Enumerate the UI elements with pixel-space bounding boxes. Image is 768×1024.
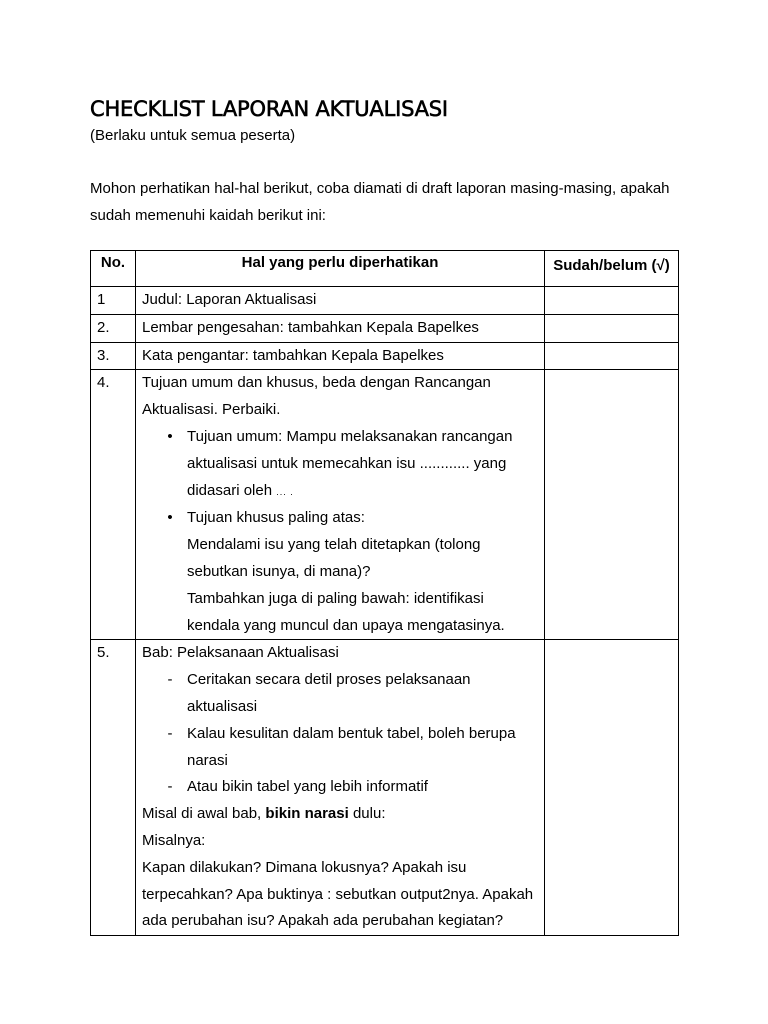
row-content xyxy=(136,640,545,936)
table-header-row xyxy=(91,251,679,287)
bullet-dot-icon: • xyxy=(167,509,173,527)
header-status: Sudah/belum (√) xyxy=(545,251,679,287)
list-item xyxy=(142,721,538,775)
bullet-text: Tujuan umum: Mampu melaksanakan rancangan aktualisasi untuk memecahkan isu ............ yang didasari oleh xyxy=(187,427,513,499)
row-number: 4. xyxy=(91,370,136,640)
dash-icon: - xyxy=(167,778,173,796)
dash-text: Kalau kesulitan dalam bentuk tabel, boleh berupa narasi xyxy=(187,724,516,769)
dash-icon: - xyxy=(167,724,173,742)
list-item xyxy=(142,505,538,639)
document-page xyxy=(90,92,680,936)
row-intro: Tujuan umum dan khusus, beda dengan Rancangan Aktualisasi. Perbaiki. xyxy=(142,374,491,419)
list-item xyxy=(142,424,538,505)
table-row xyxy=(91,370,679,640)
row-number: 3. xyxy=(91,342,136,370)
status-cell[interactable] xyxy=(545,342,679,370)
table-row xyxy=(91,342,679,370)
status-cell[interactable] xyxy=(545,640,679,936)
note-bold: bikin narasi xyxy=(265,805,349,823)
list-item xyxy=(142,774,538,801)
bullet-line: Mendalami isu yang telah ditetapkan (tolong sebutkan isunya, di mana)? xyxy=(187,536,481,580)
dash-list xyxy=(142,667,538,801)
bullet-line: Tujuan khusus paling atas: xyxy=(187,509,365,527)
row-text: Kata pengantar: tambahkan Kepala Bapelkes xyxy=(136,342,545,370)
list-item xyxy=(142,667,538,721)
document-title: CHECKLIST LAPORAN AKTUALISASI xyxy=(90,97,448,121)
row-number: 1 xyxy=(91,287,136,315)
row-content xyxy=(136,370,545,640)
status-cell[interactable] xyxy=(545,314,679,342)
bullet-list xyxy=(142,424,538,639)
intro-paragraph: Mohon perhatikan hal-hal berikut, coba diamati di draft laporan masing-masing, apakah sudah memenuhi kaidah berikut ini: xyxy=(90,180,670,224)
dash-icon: - xyxy=(167,671,173,689)
example-text: Kapan dilakukan? Dimana lokusnya? Apakah isu terpecahkan? Apa buktinya : sebutkan output2nya. Apakah ada perubahan isu? Apakah ada perubahan kegiatan? xyxy=(142,858,534,930)
note-line xyxy=(142,801,538,828)
row-text: Judul: Laporan Aktualisasi xyxy=(136,287,545,315)
table-row xyxy=(91,314,679,342)
status-cell[interactable] xyxy=(545,370,679,640)
row-number: 5. xyxy=(91,640,136,936)
checklist-table xyxy=(90,250,679,936)
bullet-line: Tambahkan juga di paling bawah: identifikasi kendala yang muncul dan upaya mengatasinya. xyxy=(187,589,505,634)
table-row xyxy=(91,287,679,315)
note-post: dulu: xyxy=(352,805,386,823)
row-number: 2. xyxy=(91,314,136,342)
row-intro: Bab: Pelaksanaan Aktualisasi xyxy=(142,644,339,662)
bullet-dot-icon: • xyxy=(167,427,173,445)
header-item: Hal yang perlu diperhatikan xyxy=(136,251,545,287)
row-text: Lembar pengesahan: tambahkan Kepala Bapelkes xyxy=(136,314,545,342)
document-subtitle: (Berlaku untuk semua peserta) xyxy=(90,127,296,144)
ellipsis-mark: ... . xyxy=(276,486,294,497)
dash-text: Atau bikin tabel yang lebih informatif xyxy=(187,778,428,796)
table-row xyxy=(91,640,679,936)
header-no: No. xyxy=(91,251,136,287)
note-pre: Misal di awal bab, xyxy=(142,805,262,823)
example-label: Misalnya: xyxy=(142,831,206,849)
status-cell[interactable] xyxy=(545,287,679,315)
dash-text: Ceritakan secara detil proses pelaksanaan aktualisasi xyxy=(187,671,471,715)
